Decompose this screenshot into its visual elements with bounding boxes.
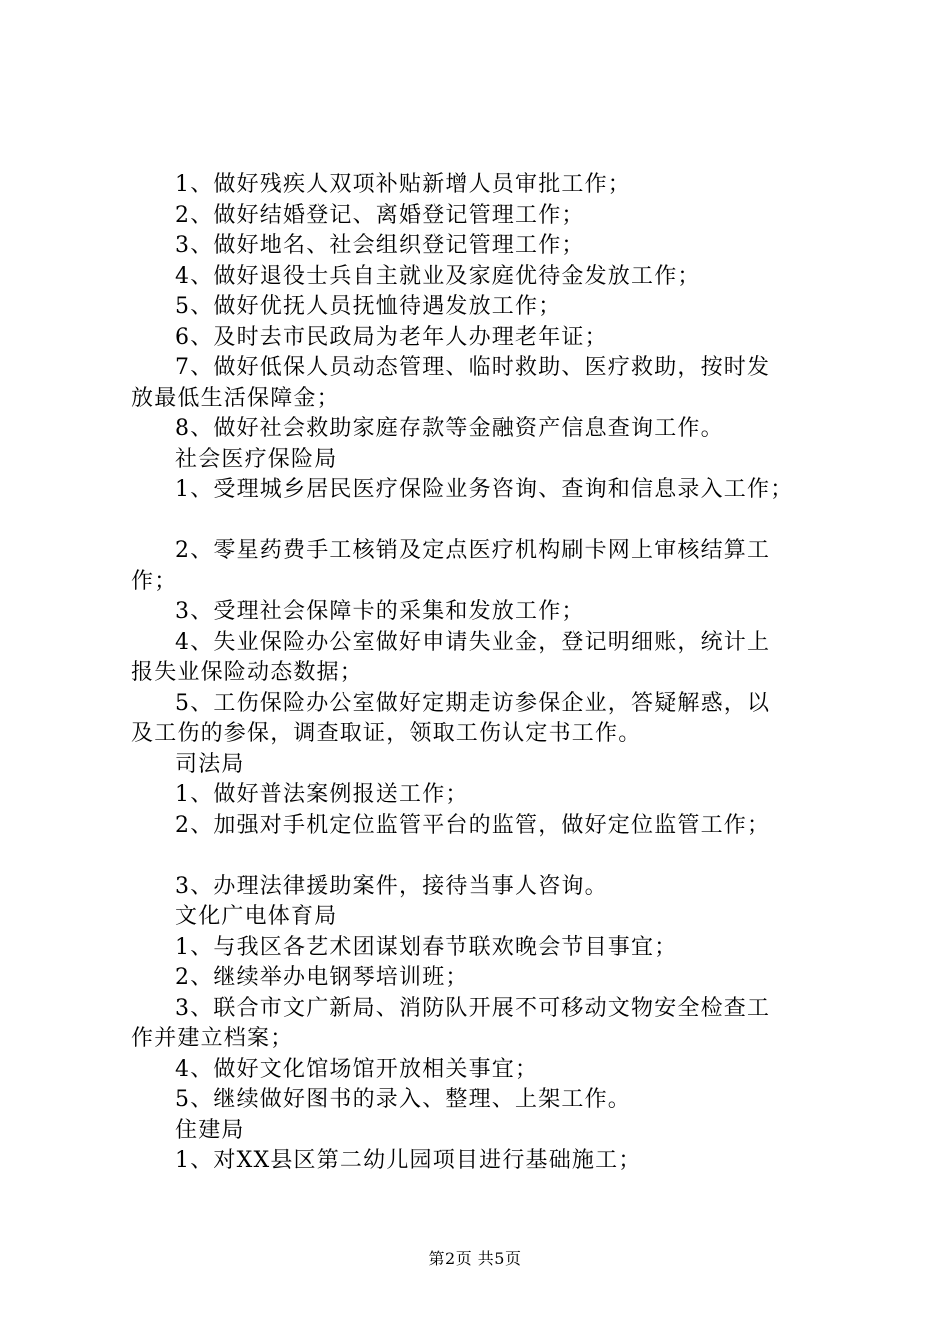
- paragraph-line: 2、零星药费手工核销及定点医疗机构刷卡网上审核结算工: [175, 538, 771, 563]
- paragraph-line: 7、做好低保人员动态管理、临时救助、医疗救助，按时发: [175, 355, 771, 380]
- section-heading: 司法局: [175, 751, 245, 777]
- paragraph-line: 1、做好普法案例报送工作；: [175, 782, 469, 807]
- paragraph-line: 报失业保险动态数据；: [131, 660, 364, 685]
- paragraph-line: 2、做好结婚登记、离婚登记管理工作；: [175, 202, 585, 228]
- paragraph-line: 作并建立档案；: [131, 1026, 294, 1051]
- blank-line: [131, 506, 841, 537]
- paragraph-line: 1、受理城乡居民医疗保险业务咨询、查询和信息录入工作；: [175, 477, 794, 502]
- paragraph-line: 2、继续举办电钢琴培训班；: [175, 965, 469, 990]
- paragraph-line: 5、做好优抚人员抚恤待遇发放工作；: [175, 294, 562, 319]
- paragraph-line: 1、与我区各艺术团谋划春节联欢晚会节目事宜；: [175, 934, 678, 960]
- paragraph-line: 1、对XX县区第二幼儿园项目进行基础施工；: [175, 1148, 642, 1173]
- section-heading: 社会医疗保险局: [175, 446, 338, 472]
- blank-line: [131, 841, 841, 872]
- paragraph-line: 2、加强对手机定位监管平台的监管，做好定位监管工作；: [175, 812, 771, 838]
- paragraph-line: 6、及时去市民政局为老年人办理老年证；: [175, 324, 608, 350]
- paragraph-line: 5、继续做好图书的录入、整理、上架工作。: [175, 1087, 631, 1112]
- paragraph-line: 4、做好文化馆场馆开放相关事宜；: [175, 1056, 539, 1082]
- paragraph-line: 4、失业保险办公室做好申请失业金，登记明细账，统计上: [175, 629, 771, 655]
- paragraph-line: 3、办理法律援助案件，接待当事人咨询。: [175, 873, 608, 899]
- paragraph-line: 3、联合市文广新局、消防队开展不可移动文物安全检查工: [175, 995, 771, 1021]
- paragraph-line: 及工伤的参保，调查取证，领取工伤认定书工作。: [131, 721, 642, 746]
- paragraph-line: 1、做好残疾人双项补贴新增人员审批工作；: [175, 172, 631, 197]
- paragraph-line: 3、受理社会保障卡的采集和发放工作；: [175, 599, 585, 624]
- paragraph-line: 作；: [131, 568, 178, 594]
- paragraph-line: 3、做好地名、社会组织登记管理工作；: [175, 233, 585, 258]
- section-heading: 住建局: [175, 1117, 245, 1143]
- document-body: [131, 170, 841, 1177]
- paragraph-line: 8、做好社会救助家庭存款等金融资产信息查询工作。: [175, 416, 724, 441]
- paragraph-line: 4、做好退役士兵自主就业及家庭优待金发放工作；: [175, 263, 701, 289]
- page-footer: 第2页 共5页: [428, 1249, 522, 1268]
- section-heading: 文化广电体育局: [175, 904, 338, 929]
- paragraph-line: 5、工伤保险办公室做好定期走访参保企业，答疑解惑，以: [175, 690, 771, 716]
- paragraph-line: 放最低生活保障金；: [131, 385, 340, 411]
